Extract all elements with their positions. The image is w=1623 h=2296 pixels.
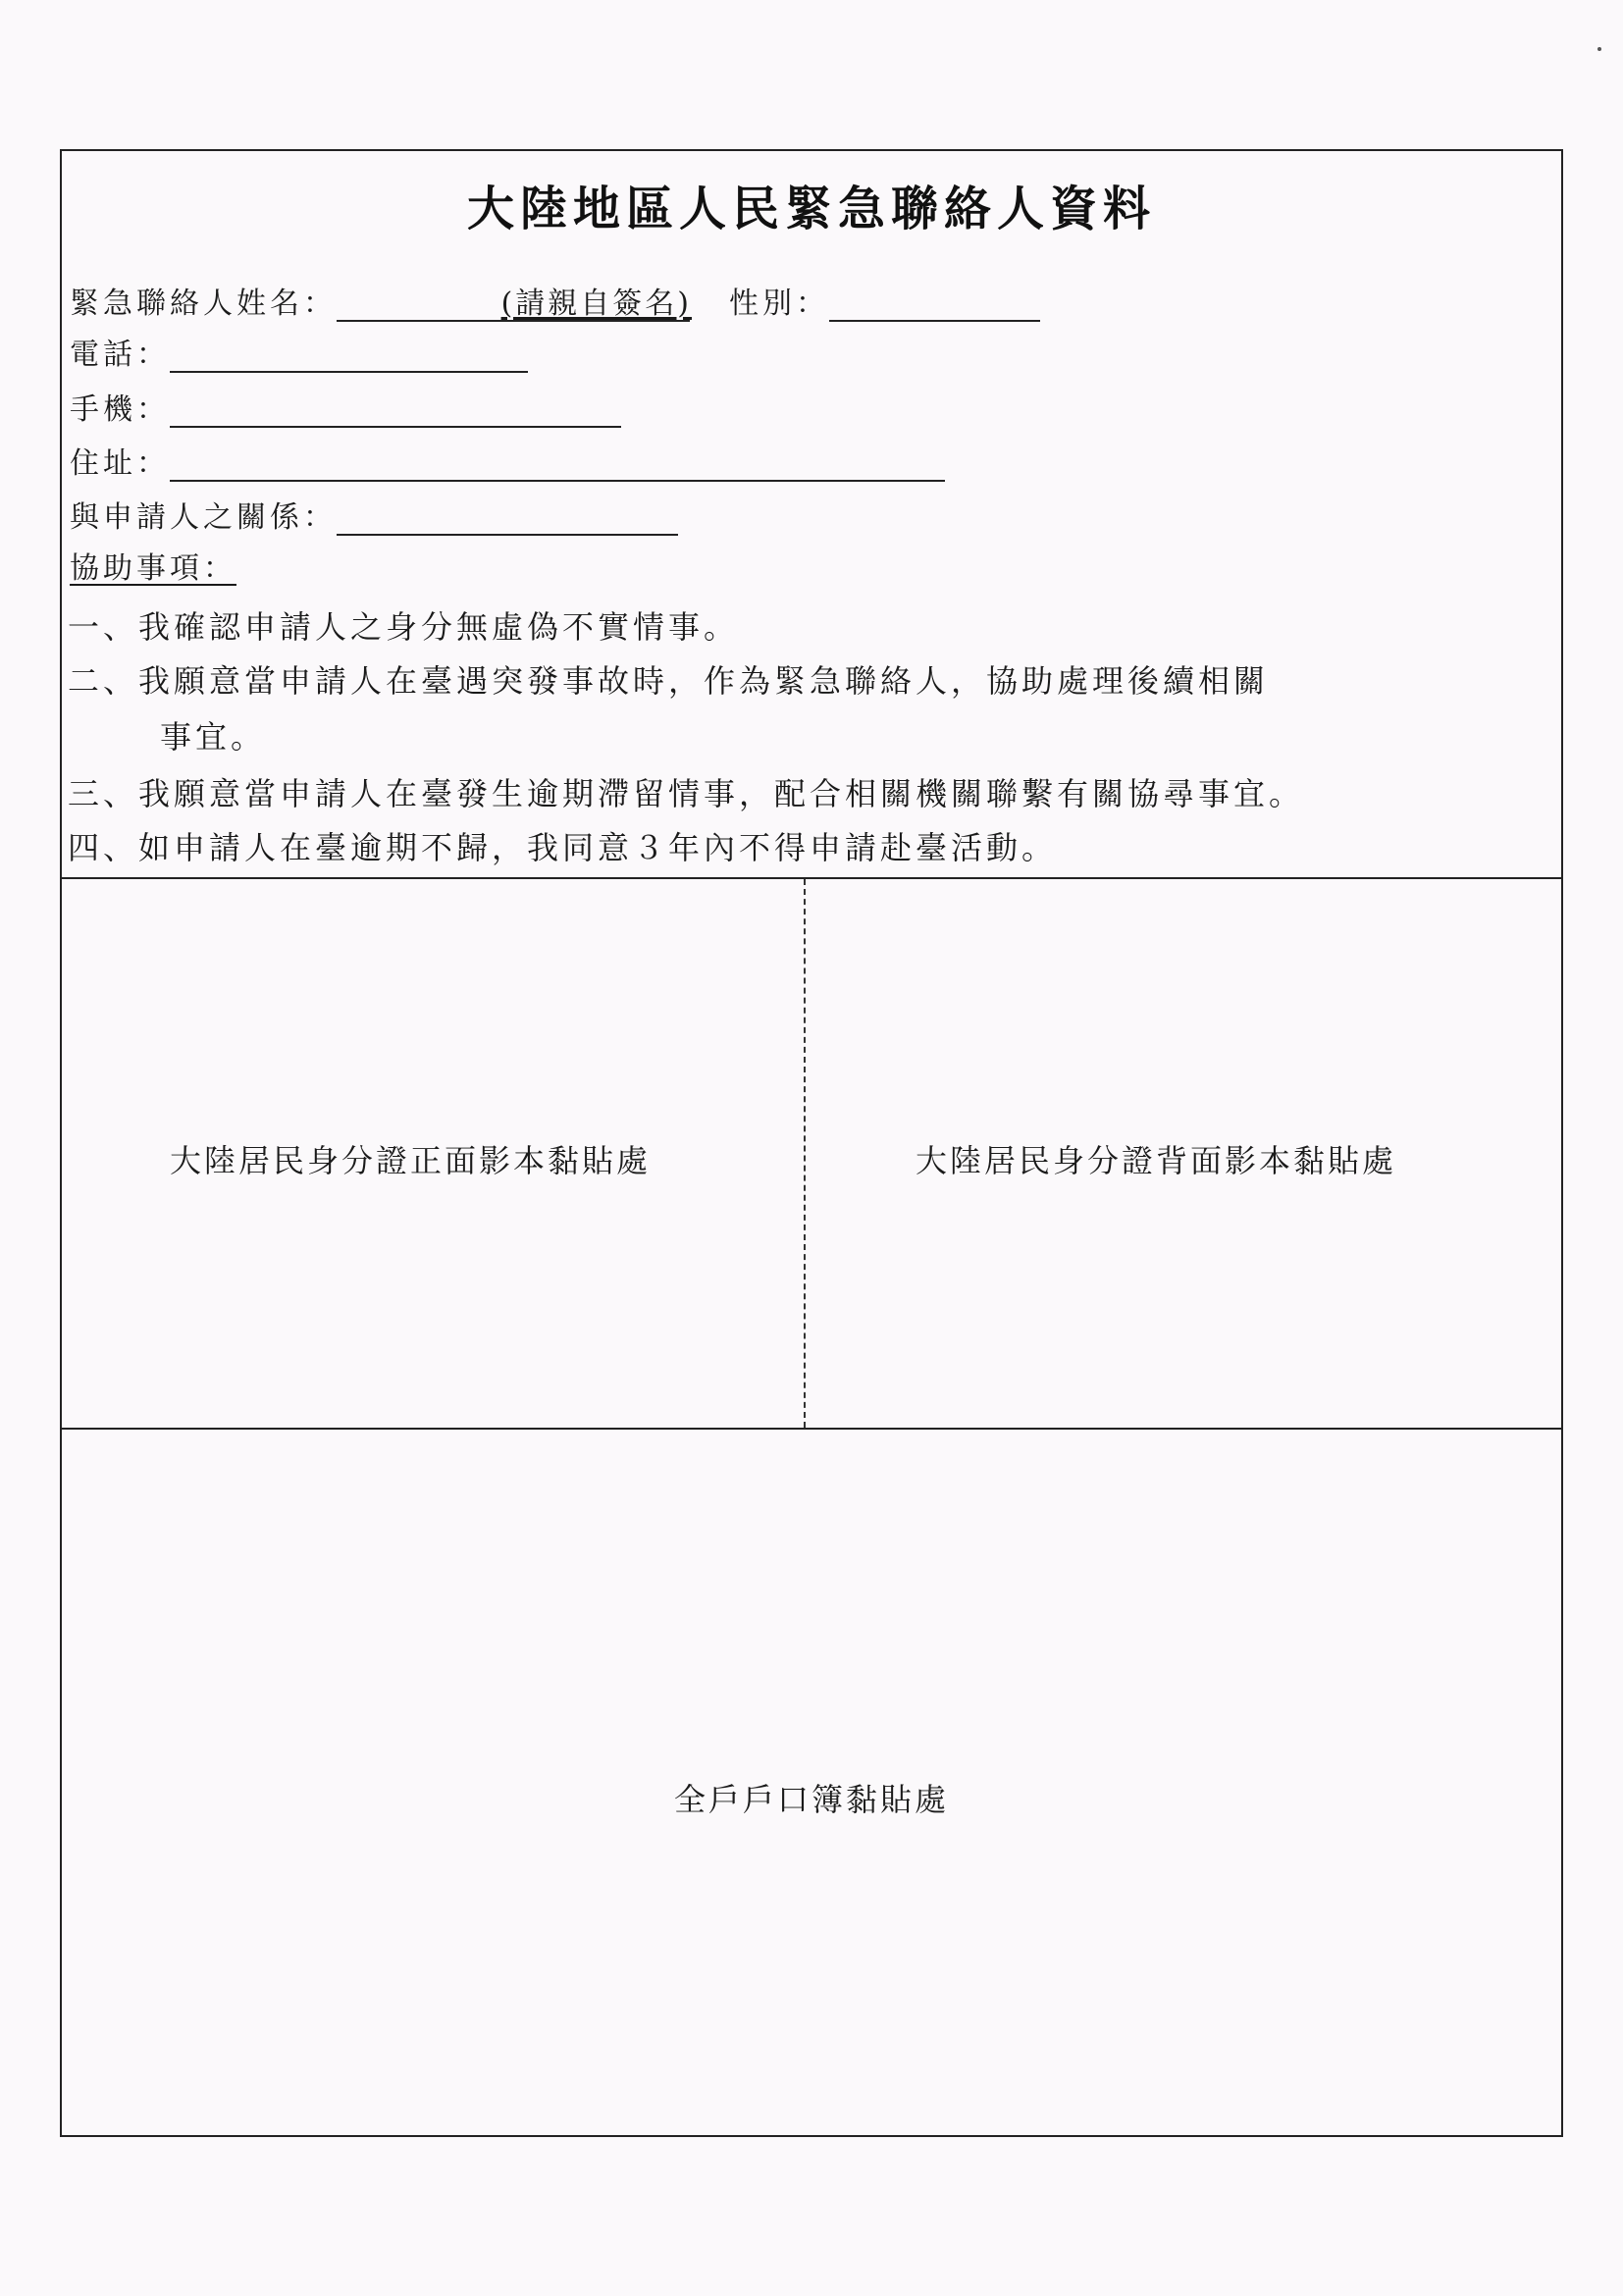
- phone-label: 電話：: [70, 338, 170, 372]
- gender-label: 性別：: [729, 287, 829, 321]
- assistance-clause-2: 二、我願意當申請人在臺遇突發事故時，作為緊急聯絡人，協助處理後續相關: [68, 662, 1270, 700]
- assistance-clause-3: 三、我願意當申請人在臺發生逾期滯留情事，配合相關機關聯繫有關協尋事宜。: [68, 775, 1305, 812]
- assistance-clause-1: 一、我確認申請人之身分無虛偽不實情事。: [68, 608, 740, 646]
- id-back-paste-area: 大陸居民身分證背面影本黏貼處: [916, 1142, 1397, 1179]
- gender-field[interactable]: [829, 290, 1040, 322]
- id-card-attachment-section: [62, 879, 1561, 1430]
- id-card-cut-line: [804, 879, 806, 1428]
- mobile-field[interactable]: [170, 396, 621, 428]
- address-label: 住址：: [70, 446, 170, 481]
- name-label: 緊急聯絡人姓名：: [70, 287, 337, 321]
- phone-row: [70, 330, 528, 373]
- mobile-row: [70, 385, 621, 428]
- mobile-label: 手機：: [70, 392, 170, 427]
- contact-info-section: [62, 151, 1561, 879]
- page-title: 大陸地區人民緊急聯絡人資料: [466, 182, 1156, 236]
- address-field[interactable]: [170, 450, 945, 482]
- relationship-field[interactable]: [337, 504, 678, 536]
- assistance-clause-2-continuation: 事宜。: [160, 718, 267, 756]
- name-field[interactable]: [337, 287, 692, 322]
- relationship-row: [70, 493, 678, 536]
- household-register-attachment-section: [62, 1430, 1561, 2134]
- phone-field[interactable]: [170, 341, 528, 373]
- address-row: [70, 439, 945, 482]
- assistance-heading: 協助事項：: [70, 551, 236, 586]
- scan-speck: [1597, 47, 1601, 51]
- signature-hint: (請親自簽名): [500, 287, 692, 321]
- assistance-clause-4: 四、如申請人在臺逾期不歸，我同意３年內不得申請赴臺活動。: [68, 829, 1058, 866]
- relationship-label: 與申請人之關係：: [70, 500, 337, 535]
- name-gender-row: [70, 279, 1040, 322]
- id-front-paste-area: 大陸居民身分證正面影本黏貼處: [170, 1142, 652, 1179]
- household-register-paste-area: 全戶戶口簿黏貼處: [673, 1781, 949, 1818]
- form-frame: [60, 149, 1563, 2137]
